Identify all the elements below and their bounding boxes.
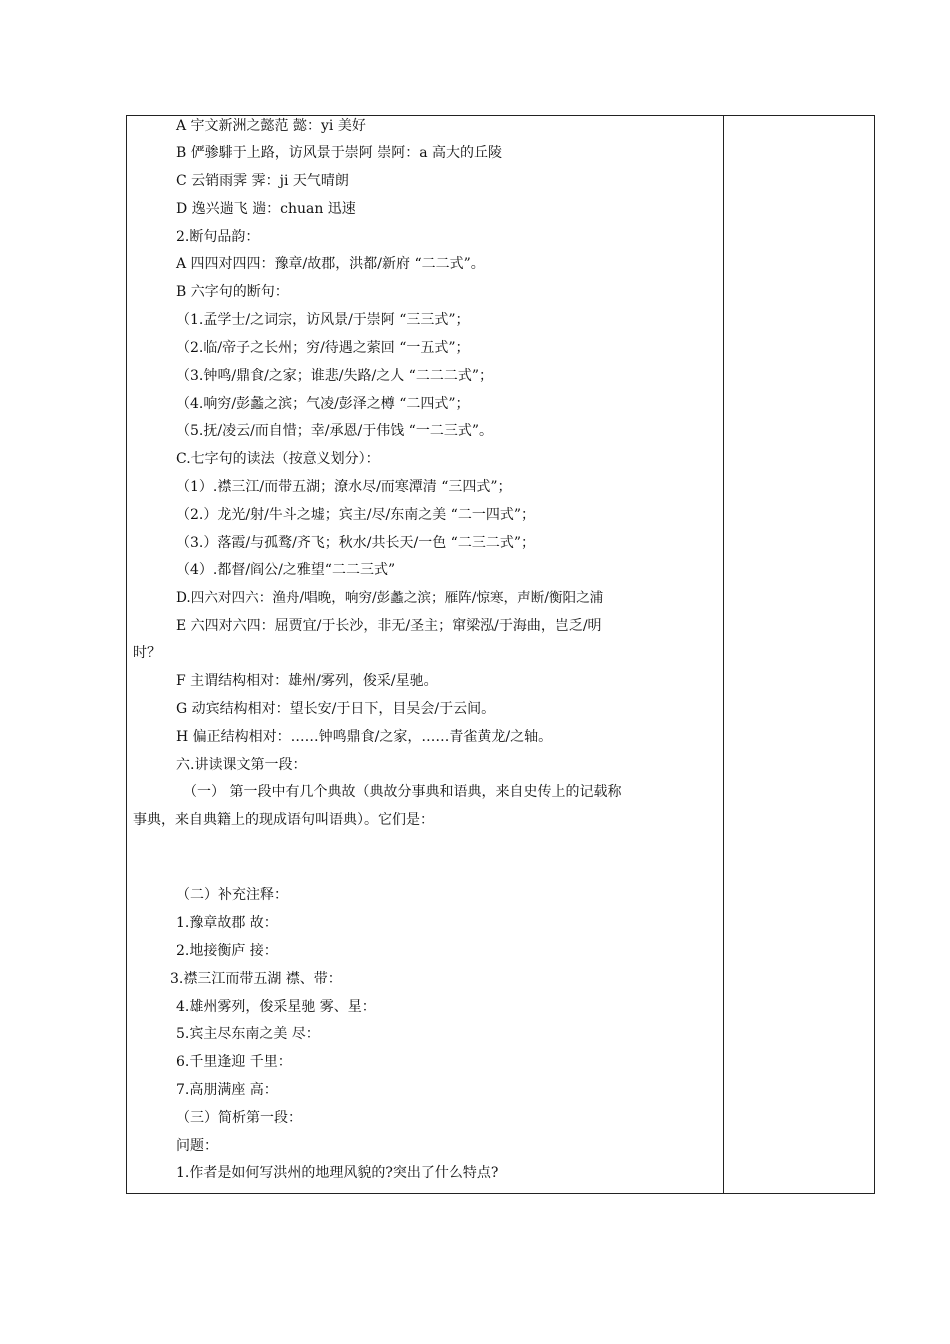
text-line: （一） 第一段中有几个典故（典故分事典和语典，来自史传上的记载称 [183,784,622,800]
text-line: 3.襟三江而带五湖 襟、带： [170,971,342,987]
text-line: C 云销雨霁 霁：ji 天气晴朗 [176,173,349,189]
text-line: F 主谓结构相对：雄州/雾列，俊采/星驰。 [176,673,438,689]
text-line: （2.）龙光/射/牛斗之墟；宾主/尽/东南之美 “二一四式”； [176,507,535,523]
text-line: B 六字句的断句： [176,284,289,300]
text-line: A 四四对四四：豫章/故郡，洪都/新府 “二二式”。 [176,256,485,272]
text-line: 时？ [133,645,161,661]
text-line: 7.高朋满座 高： [176,1082,278,1098]
text-line: C.七字句的读法（按意义划分）： [176,451,380,467]
text-line: 2.地接衡庐 接： [176,943,278,959]
text-line: D.四六对四六：渔舟/唱晚，响穷/彭蠡之滨；雁阵/惊寒，声断/衡阳之浦 [176,590,604,606]
section-heading: （二）补充注释： [176,887,288,903]
text-line: B 俨骖騑于上路，访风景于崇阿 崇阿：a 高大的丘陵 [176,145,502,161]
text-line: A 宇文新洲之懿范 懿：yi 美好 [176,118,366,134]
text-line: 事典，来自典籍上的现成语句叫语典）。它们是： [133,812,434,828]
text-line: （5.抚/凌云/而自惜；幸/承恩/于伟饯 “一二三式”。 [176,423,493,439]
section-heading: 六.讲读课文第一段： [176,757,307,773]
text-line: 5.宾主尽东南之美 尽： [176,1026,320,1042]
text-line: 问题： [176,1138,218,1154]
text-line: （4.响穷/彭蠡之滨；气凌/彭泽之樽 “二四式”； [176,396,470,412]
notes-cell [724,116,874,1193]
text-line: 2.断句品韵： [176,229,260,245]
text-line: 4.雄州雾列，俊采星驰 雾、星： [176,999,376,1015]
text-line: G 动宾结构相对：望长安/于日下，目吴会/于云间。 [176,701,496,717]
text-line: D 逸兴遄飞 遄：chuan 迅速 [176,201,356,217]
text-line: （3.钟鸣/鼎食/之家；谁悲/失路/之人 “二二二式”； [176,368,493,384]
lesson-table [126,115,875,1194]
text-line: （1）.襟三江/而带五湖；潦水尽/而寒潭清 “三四式”； [176,479,512,495]
text-line: E 六四对六四：屈贾宜/于长沙，非无/圣主；窜梁泓/于海曲，岂乏/明 [176,618,602,634]
text-line: 1.豫章故郡 故： [176,915,278,931]
text-line: 6.千里逢迎 千里： [176,1054,292,1070]
text-line: （2.临/帝子之长州；穷/待遇之萦回 “一五式”； [176,340,470,356]
text-line: （3.）落霞/与孤鹜/齐飞；秋水/共长天/一色 “二三二式”； [176,535,535,551]
text-line: H 偏正结构相对：……钟鸣鼎食/之家，……青雀黄龙/之轴。 [176,729,553,745]
content-cell [127,116,723,1193]
text-line: 1.作者是如何写洪州的地理风貌的?突出了什么特点? [176,1165,499,1181]
text-line: （1.孟学士/之词宗，访风景/于崇阿 “三三式”； [176,312,470,328]
text-line: （4）.都督/阎公/之雅望“二二三式” [176,562,396,578]
section-heading: （三）简析第一段： [176,1110,302,1126]
